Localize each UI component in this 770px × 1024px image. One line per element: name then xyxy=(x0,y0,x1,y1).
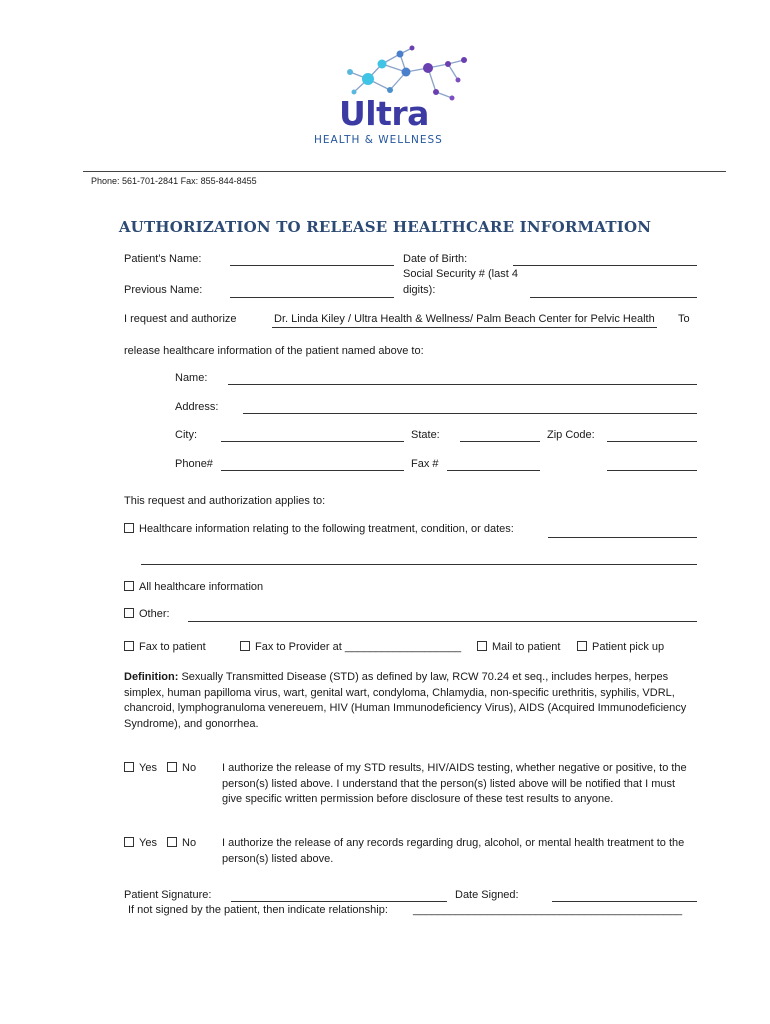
recipient-state-label: State: xyxy=(411,429,440,441)
recipient-fax-field[interactable] xyxy=(447,470,540,471)
records-yes-label: Yes xyxy=(139,837,157,849)
recipient-zip-label: Zip Code: xyxy=(547,429,595,441)
all-info-option[interactable] xyxy=(124,580,263,594)
to-label: To xyxy=(678,313,690,325)
fax-provider-label: Fax to Provider at xyxy=(255,641,342,653)
header-divider xyxy=(83,171,726,172)
records-consent-yes[interactable] xyxy=(124,836,157,850)
pick-up-option[interactable] xyxy=(577,640,664,654)
recipient-name-field[interactable] xyxy=(228,384,697,385)
all-info-label: All healthcare information xyxy=(139,581,264,593)
ssn-label-line1: Social Security # (last 4 xyxy=(403,268,518,280)
recipient-phone-field[interactable] xyxy=(221,470,404,471)
recipient-address-field[interactable] xyxy=(243,413,697,414)
previous-name-label: Previous Name: xyxy=(124,284,203,296)
definition-text: Sexually Transmitted Disease (STD) as defined by law, RCW 70.24 et seq., includes herpes, herpes simplex, human papilloma virus, wart, genital wart, condyloma, Chlamydia, non-specific urethritis, syphilis, VDRL, chancroid, lymphogranuloma venereuem, HIV (Human Immunodeficiency Virus), AIDS (Acquired Immunodeficiency Syndrome), and gonorrhea. xyxy=(124,671,687,730)
recipient-zip-field[interactable] xyxy=(607,441,697,442)
records-yes-checkbox[interactable] xyxy=(124,837,134,847)
mail-patient-label: Mail to patient xyxy=(492,641,561,653)
recipient-state-field[interactable] xyxy=(460,441,540,442)
other-label: Other: xyxy=(139,608,170,620)
records-no-checkbox[interactable] xyxy=(167,837,177,847)
mail-patient-checkbox[interactable] xyxy=(477,641,487,651)
relationship-label: If not signed by the patient, then indicate relationship: xyxy=(128,904,388,916)
previous-name-field[interactable] xyxy=(230,297,394,298)
dob-field[interactable] xyxy=(513,265,697,266)
treatment-label: Healthcare information relating to the following treatment, condition, or dates: xyxy=(139,523,514,535)
request-authorize-label: I request and authorize xyxy=(124,313,237,325)
other-field[interactable] xyxy=(188,621,697,622)
std-definition xyxy=(124,670,704,732)
all-info-checkbox[interactable] xyxy=(124,581,134,591)
release-to-label: release healthcare information of the patient named above to: xyxy=(124,345,424,357)
std-no-label: No xyxy=(182,762,197,774)
fax-patient-checkbox[interactable] xyxy=(124,641,134,651)
page-title: AUTHORIZATION TO RELEASE HEALTHCARE INFORMATION xyxy=(118,218,652,236)
recipient-name-label: Name: xyxy=(175,372,208,384)
fax-patient-label: Fax to patient xyxy=(139,641,206,653)
date-signed-field[interactable] xyxy=(552,901,697,902)
other-checkbox[interactable] xyxy=(124,608,134,618)
recipient-city-field[interactable] xyxy=(221,441,404,442)
recipient-phone-label: Phone# xyxy=(175,458,213,470)
applies-intro: This request and authorization applies to: xyxy=(124,495,326,507)
std-no-checkbox[interactable] xyxy=(167,762,177,772)
dob-label: Date of Birth: xyxy=(403,253,468,265)
relationship-field[interactable]: ____________________________________________ xyxy=(413,904,683,916)
records-consent-text: I authorize the release of any records regarding drug, alcohol, or mental health treatment to the person(s) listed above. xyxy=(222,837,685,865)
records-consent-no[interactable] xyxy=(167,836,196,850)
mail-patient-option[interactable] xyxy=(477,640,560,654)
pick-up-checkbox[interactable] xyxy=(577,641,587,651)
logo-wordmark: Ultra xyxy=(339,94,429,133)
provider-name[interactable]: Dr. Linda Kiley / Ultra Health & Wellness/ Palm Beach Center for Pelvic Health xyxy=(272,312,657,328)
date-signed-label: Date Signed: xyxy=(455,889,519,901)
fax-provider-checkbox[interactable] xyxy=(240,641,250,651)
pick-up-label: Patient pick up xyxy=(592,641,665,653)
recipient-fax-label: Fax # xyxy=(411,458,439,470)
fax-patient-option[interactable] xyxy=(124,640,206,654)
treatment-field[interactable] xyxy=(548,537,697,538)
ssn-field[interactable] xyxy=(530,297,697,298)
fax-provider-option[interactable] xyxy=(240,640,461,654)
std-consent-yes[interactable] xyxy=(124,761,157,775)
fax-provider-number-field[interactable]: ___________________ xyxy=(344,641,462,653)
std-consent-text: I authorize the release of my STD results, HIV/AIDS testing, whether negative or positive, to the person(s) listed above. I understand that the person(s) listed above will be notified that I must give specific written permission before disclosure of these test results to anyone. xyxy=(222,762,687,805)
contact-line: Phone: 561-701-2841 Fax: 855-844-8455 xyxy=(91,176,257,186)
patient-signature-label: Patient Signature: xyxy=(124,889,212,901)
treatment-checkbox[interactable] xyxy=(124,523,134,533)
patient-name-label: Patient’s Name: xyxy=(124,253,202,265)
patient-name-field[interactable] xyxy=(230,265,394,266)
treatment-field-continued[interactable] xyxy=(141,564,697,565)
std-consent-no[interactable] xyxy=(167,761,196,775)
other-option[interactable] xyxy=(124,607,170,621)
std-yes-label: Yes xyxy=(139,762,157,774)
logo-subtitle: HEALTH & WELLNESS xyxy=(314,134,443,146)
recipient-extra-field[interactable] xyxy=(607,470,697,471)
definition-label: Definition: xyxy=(124,671,179,683)
records-no-label: No xyxy=(182,837,197,849)
recipient-city-label: City: xyxy=(175,429,197,441)
patient-signature-field[interactable] xyxy=(231,901,447,902)
recipient-address-label: Address: xyxy=(175,401,219,413)
std-yes-checkbox[interactable] xyxy=(124,762,134,772)
ssn-label-line2: digits): xyxy=(403,284,436,296)
treatment-option[interactable] xyxy=(124,522,514,536)
